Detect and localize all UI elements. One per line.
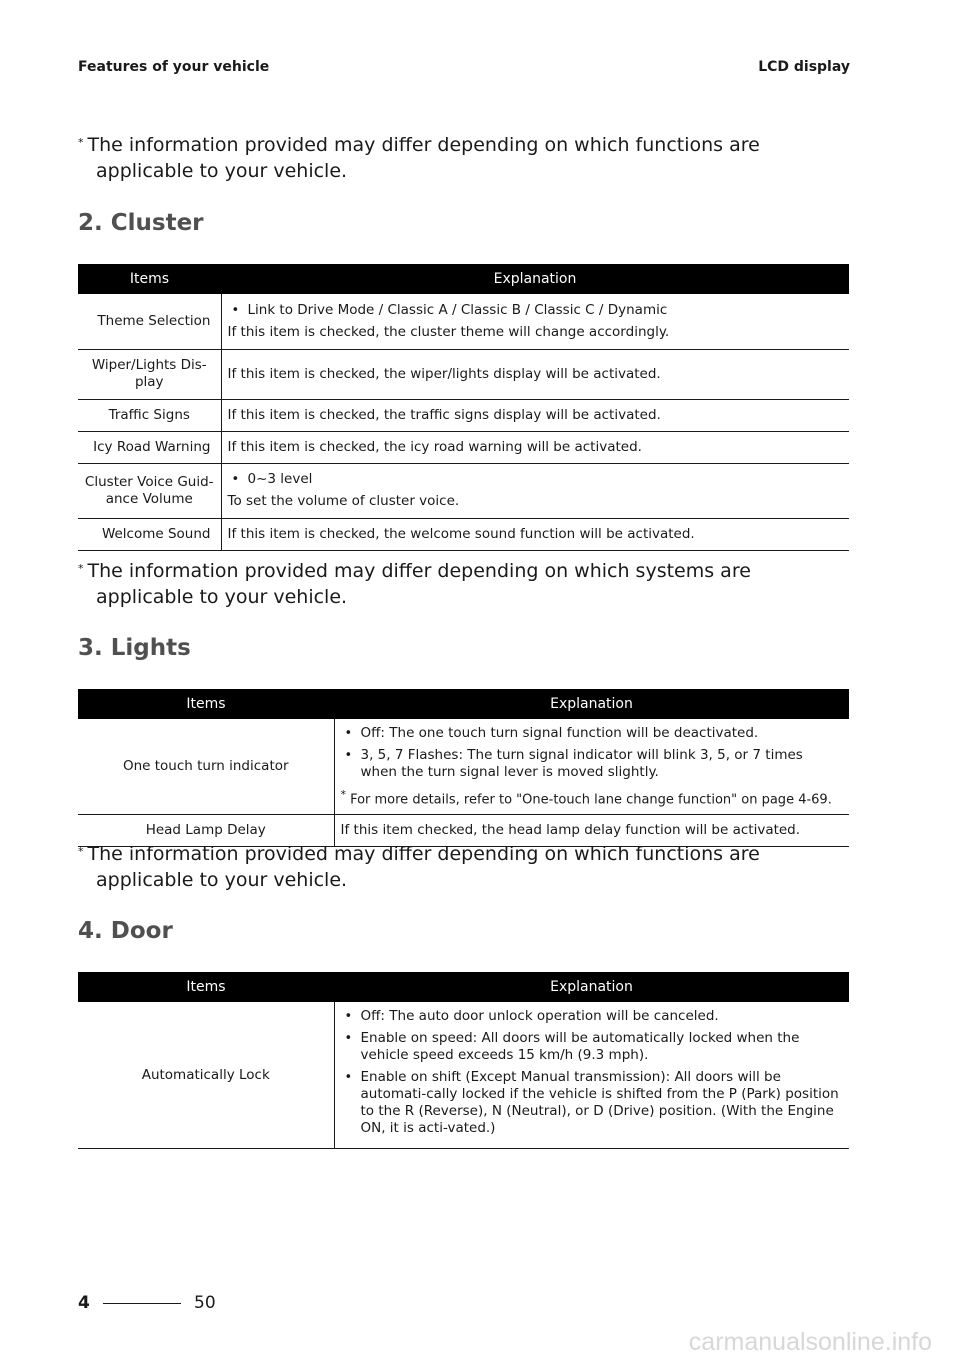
footnote-text: For more details, refer to "One-touch lane change function" on page 4-69. <box>350 792 832 808</box>
applicability-note <box>78 841 853 893</box>
explanation-text: To set the volume of cluster voice. <box>227 493 460 509</box>
column-header-explanation: Explanation <box>221 264 849 294</box>
list-item: • 0~3 level <box>228 471 844 488</box>
explanation-cell: If this item is checked, the welcome sound function will be activated. <box>221 518 849 550</box>
list-item: • Off: The one touch turn signal function will be deactivated. <box>341 725 844 742</box>
footer-rule <box>103 1303 181 1304</box>
item-cell: Head Lamp Delay <box>78 815 334 847</box>
table-row <box>78 431 849 463</box>
chapter-number: 4 <box>78 1293 90 1313</box>
bullet-list <box>341 725 844 781</box>
explanation-cell <box>334 719 849 815</box>
cluster-table <box>78 264 849 551</box>
door-table <box>78 972 849 1149</box>
section-title-door: 4. Door <box>78 918 173 944</box>
item-cell: Welcome Sound <box>78 518 221 550</box>
bullet-list <box>228 471 844 488</box>
note-text: The information provided may differ depending on which functions are applicable to your vehicle. <box>87 843 760 891</box>
list-item: • Enable on speed: All doors will be automatically locked when the vehicle speed exceeds 15 km/h (9.3 mph). <box>341 1030 844 1064</box>
page-number: 50 <box>194 1293 216 1313</box>
item-cell: Cluster Voice Guid-ance Volume <box>78 463 221 518</box>
table-row <box>78 294 849 349</box>
asterisk-marker: * <box>78 845 84 858</box>
bullet-list <box>228 302 844 319</box>
table-row <box>78 719 849 815</box>
column-header-items: Items <box>78 264 221 294</box>
item-cell: Theme Selection <box>78 294 221 349</box>
item-cell: Wiper/Lights Dis-play <box>78 349 221 399</box>
lights-table <box>78 689 849 847</box>
table-row <box>78 399 849 431</box>
explanation-text: If this item is checked, the cluster theme will change accordingly. <box>227 323 670 340</box>
column-header-items: Items <box>78 972 334 1002</box>
table-header-row <box>78 264 849 294</box>
item-cell: One touch turn indicator <box>78 719 334 815</box>
table-header-row <box>78 689 849 719</box>
column-header-explanation: Explanation <box>334 689 849 719</box>
column-header-items: Items <box>78 689 334 719</box>
running-header-topic: LCD display <box>758 59 850 75</box>
table-row <box>78 1002 849 1149</box>
item-cell: Traffic Signs <box>78 399 221 431</box>
watermark-logo: carmanualsonline.info <box>688 1328 932 1356</box>
item-cell: Icy Road Warning <box>78 431 221 463</box>
item-cell: Automatically Lock <box>78 1002 334 1149</box>
note-text: The information provided may differ depending on which systems are applicable to your vehicle. <box>87 560 751 608</box>
explanation-cell: If this item checked, the head lamp delay function will be activated. <box>334 815 849 847</box>
running-header-section: Features of your vehicle <box>78 59 270 75</box>
asterisk-marker: * <box>78 136 84 149</box>
list-item: • Off: The auto door unlock operation will be canceled. <box>341 1008 844 1025</box>
explanation-cell: If this item is checked, the wiper/lights display will be activated. <box>221 349 849 399</box>
list-item: • Enable on shift (Except Manual transmission): All doors will be automati-cally locked if the vehicle is shifted from the P (Park) position to the R (Reverse), N (Neutral), or D (Drive) position. (With the Engine ON, it is acti-vated.) <box>341 1069 844 1137</box>
note-text: The information provided may differ depending on which functions are applicable to your vehicle. <box>87 134 760 182</box>
explanation-cell <box>221 294 849 349</box>
section-title-cluster: 2. Cluster <box>78 210 204 236</box>
table-row <box>78 349 849 399</box>
explanation-cell <box>221 463 849 518</box>
column-header-explanation: Explanation <box>334 972 849 1002</box>
applicability-note <box>78 132 853 184</box>
list-item: • Link to Drive Mode / Classic A / Classic B / Classic C / Dynamic <box>228 302 844 319</box>
applicability-note <box>78 558 853 610</box>
explanation-cell: If this item is checked, the icy road warning will be activated. <box>221 431 849 463</box>
asterisk-marker: * <box>78 562 84 575</box>
section-title-lights: 3. Lights <box>78 635 191 661</box>
asterisk-marker: * <box>340 788 346 801</box>
table-row <box>78 463 849 518</box>
table-header-row <box>78 972 849 1002</box>
explanation-cell: If this item is checked, the traffic signs display will be activated. <box>221 399 849 431</box>
bullet-list <box>341 1008 844 1137</box>
explanation-cell <box>334 1002 849 1149</box>
footnote <box>341 786 844 808</box>
list-item: • 3, 5, 7 Flashes: The turn signal indicator will blink 3, 5, or 7 times when the turn signal lever is moved slightly. <box>341 747 844 781</box>
table-row <box>78 518 849 550</box>
